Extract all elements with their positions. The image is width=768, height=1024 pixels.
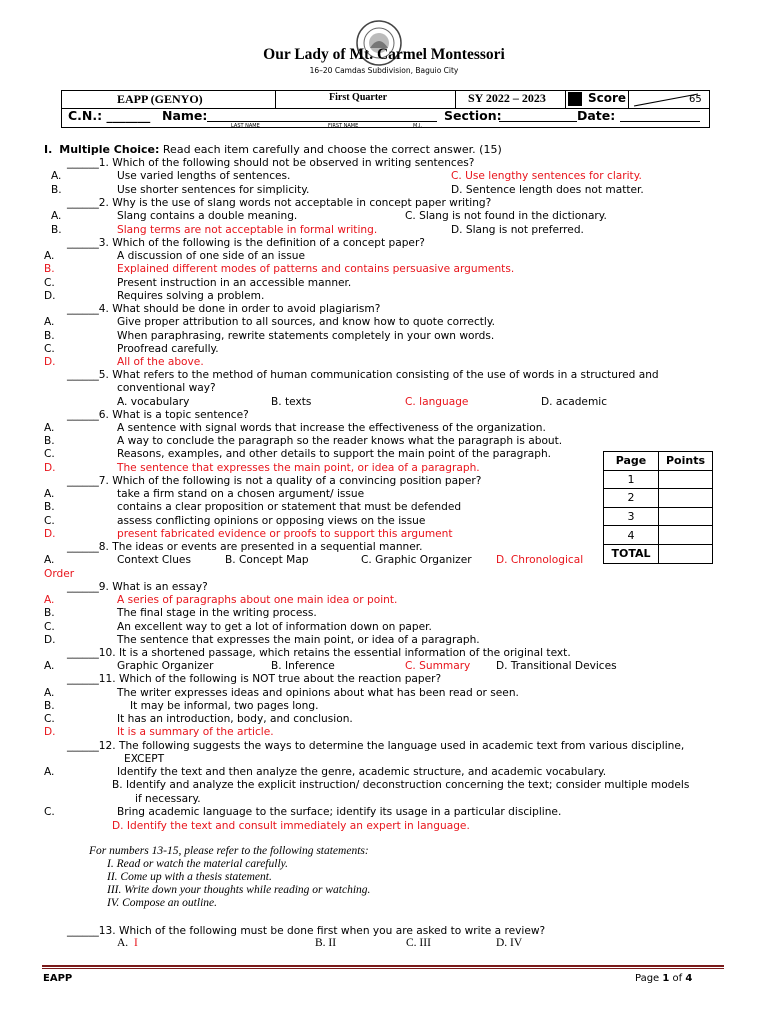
last-name-caption: LAST NAME — [231, 123, 260, 129]
question-line: ______5. What refers to the method of human communication consisting of the use of words in a structured and — [67, 369, 659, 381]
question-line: Context Clues — [117, 554, 191, 566]
question-line: C. — [44, 343, 55, 355]
question-line: ______6. What is a topic sentence? — [67, 409, 249, 421]
question-line: C. — [44, 277, 55, 289]
reference-item-4: IV. Compose an outline. — [107, 897, 217, 909]
question-line: present fabricated evidence or proofs to support this argument — [117, 528, 453, 540]
question-line: When paraphrasing, rewrite statements completely in your own words. — [117, 330, 495, 342]
question-line: D. — [44, 462, 56, 474]
question-line: C. Use lengthy sentences for clarity. — [451, 170, 642, 182]
question-line: Explained different modes of patterns and contains persuasive arguments. — [117, 263, 515, 275]
points-cell[interactable] — [659, 526, 713, 545]
first-name-caption: FIRST NAME — [328, 123, 359, 129]
question-line: B. — [44, 501, 55, 513]
question-line: An excellent way to get a lot of information down on paper. — [117, 621, 432, 633]
question-line: take a firm stand on a chosen argument/ issue — [117, 488, 365, 500]
question-line: B. — [51, 224, 62, 236]
question-line: Bring academic language to the surface; identify its usage in a particular discipline. — [117, 806, 562, 818]
question-line: C. — [44, 806, 55, 818]
question-line: D. — [44, 528, 56, 540]
question-line: The sentence that expresses the main point, or idea of a paragraph. — [117, 462, 480, 474]
reference-intro: For numbers 13-15, please refer to the following statements: — [89, 845, 369, 857]
question-line: A. — [44, 594, 55, 606]
q13-choice-a: A. I — [117, 937, 138, 949]
table-row: 1 — [604, 470, 713, 489]
question-line: Requires solving a problem. — [117, 290, 265, 302]
question-line: assess conflicting opinions or opposing views on the issue — [117, 515, 426, 527]
question-line: The sentence that expresses the main point, or idea of a paragraph. — [117, 634, 480, 646]
question-line: It has an introduction, body, and conclusion. — [117, 713, 353, 725]
question-13-stem: ______13. Which of the following must be done first when you are asked to write a review? — [67, 925, 546, 937]
question-line: ______10. It is a shortened passage, which retains the essential information of the original text. — [67, 647, 571, 659]
question-line: D. Identify the text and consult immediately an expert in language. — [112, 820, 470, 832]
q13-choice-c: C. III — [406, 937, 431, 949]
footer-subject: EAPP — [43, 973, 73, 984]
question-line: A. — [44, 422, 55, 434]
points-cell[interactable] — [659, 489, 713, 508]
question-line: C. — [44, 621, 55, 633]
name-field-label: Name: — [162, 108, 208, 123]
question-line: Slang terms are not acceptable in formal writing. — [117, 224, 378, 236]
question-line: B. Identify and analyze the explicit instruction/ deconstruction concerning the text; consider multiple models — [112, 779, 690, 791]
score-total: 65 — [689, 94, 702, 105]
school-name: Our Lady of Mt. Carmel Montessori — [263, 46, 505, 63]
question-line: ______11. Which of the following is NOT true about the reaction paper? — [67, 673, 442, 685]
points-table — [603, 451, 713, 564]
question-line: D. Transitional Devices — [496, 660, 617, 672]
question-line: The writer expresses ideas and opinions about what has been read or seen. — [117, 687, 519, 699]
question-line: All of the above. — [117, 356, 204, 368]
question-line: C. Graphic Organizer — [361, 554, 472, 566]
question-line: B. — [44, 263, 55, 275]
question-line: C. Summary — [405, 660, 471, 672]
question-line: B. texts — [271, 396, 312, 408]
question-line: if necessary. — [135, 793, 201, 805]
table-row: 4 — [604, 526, 713, 545]
subject-label: EAPP (GENYO) — [117, 92, 203, 106]
question-line: The final stage in the writing process. — [117, 607, 317, 619]
question-line: conventional way? — [117, 382, 216, 394]
table-row: TOTAL — [604, 544, 713, 563]
reference-item-3: III. Write down your thoughts while reading or watching. — [107, 884, 371, 896]
question-line: A. — [44, 766, 55, 778]
question-line: A. — [44, 316, 55, 328]
q13-choice-b: B. II — [315, 937, 337, 949]
question-line: A sentence with signal words that increase the effectiveness of the organization. — [117, 422, 546, 434]
footer-rule-thin — [42, 968, 724, 969]
table-row: 2 — [604, 489, 713, 508]
question-line: C. — [44, 713, 55, 725]
question-line: D. Chronological — [496, 554, 584, 566]
question-line: D. Slang is not preferred. — [451, 224, 584, 236]
question-line: ______7. Which of the following is not a quality of a convincing position paper? — [67, 475, 482, 487]
question-line: C. Slang is not found in the dictionary. — [405, 210, 607, 222]
question-line: ______1. Which of the following should not be observed in writing sentences? — [67, 157, 475, 169]
question-line: ______9. What is an essay? — [67, 581, 208, 593]
points-table-header: Page Points — [604, 452, 713, 471]
question-line: A. — [51, 210, 62, 222]
question-line: Reasons, examples, and other details to support the main point of the paragraph. — [117, 448, 552, 460]
question-line: A way to conclude the paragraph so the reader knows what the paragraph is about. — [117, 435, 563, 447]
section-field-line[interactable] — [499, 121, 577, 122]
cn-field[interactable]: C.N.: _______ — [68, 108, 151, 123]
date-field-line[interactable] — [620, 121, 700, 122]
reference-item-2: II. Come up with a thesis statement. — [107, 871, 272, 883]
question-line: B. — [44, 330, 55, 342]
question-line: Proofread carefully. — [117, 343, 219, 355]
question-line: B. — [44, 607, 55, 619]
question-line: Use shorter sentences for simplicity. — [117, 184, 310, 196]
footer-rule — [42, 965, 724, 967]
question-line: ______3. Which of the following is the definition of a concept paper? — [67, 237, 425, 249]
question-line: EXCEPT — [124, 753, 165, 765]
q13-choice-d: D. IV — [496, 937, 523, 949]
question-line: D. — [44, 634, 56, 646]
question-line: ______4. What should be done in order to avoid plagiarism? — [67, 303, 381, 315]
question-line: B. — [44, 700, 55, 712]
question-line: A. — [44, 554, 55, 566]
question-line: A. — [44, 660, 55, 672]
question-line: ______2. Why is the use of slang words not acceptable in concept paper writing? — [67, 197, 492, 209]
quarter-label: First Quarter — [329, 92, 388, 103]
question-line: B. — [44, 435, 55, 447]
question-line: D. — [44, 356, 56, 368]
question-line: A. — [44, 250, 55, 262]
points-cell[interactable] — [659, 470, 713, 489]
question-line: Slang contains a double meaning. — [117, 210, 298, 222]
question-line: ______8. The ideas or events are presented in a sequential manner. — [67, 541, 423, 553]
question-line: Order — [44, 568, 75, 580]
question-line: It is a summary of the article. — [117, 726, 274, 738]
points-cell[interactable] — [659, 544, 713, 563]
question-line: Use varied lengths of sentences. — [117, 170, 291, 182]
school-address: 16–20 Camdas Subdivision, Baguio City — [309, 66, 459, 75]
question-line: D. — [44, 726, 56, 738]
question-line: A. — [44, 687, 55, 699]
question-line: Present instruction in an accessible manner. — [117, 277, 352, 289]
question-line: B. Inference — [271, 660, 335, 672]
question-line: Give proper attribution to all sources, and know how to quote correctly. — [117, 316, 495, 328]
question-line: Identify the text and then analyze the genre, academic structure, and academic vocabulary. — [117, 766, 607, 778]
score-label: Score — [588, 91, 627, 105]
points-cell[interactable] — [659, 507, 713, 526]
question-line: contains a clear proposition or statement that must be defended — [117, 501, 462, 513]
section-field-label: Section: — [444, 108, 502, 123]
question-line: D. — [44, 290, 56, 302]
mi-caption: M.I. — [413, 123, 422, 129]
question-line: C. — [44, 515, 55, 527]
reference-item-1: I. Read or watch the material carefully. — [107, 858, 288, 870]
score-marker — [568, 92, 582, 106]
exam-header-box — [61, 90, 710, 128]
page-number: Page 1 of 4 — [635, 973, 693, 984]
question-line: It may be informal, two pages long. — [130, 700, 319, 712]
school-year-label: SY 2022 – 2023 — [468, 91, 546, 105]
question-line: B. — [51, 184, 62, 196]
question-line: A. vocabulary — [117, 396, 190, 408]
question-line: D. Sentence length does not matter. — [451, 184, 644, 196]
question-line: A series of paragraphs about one main idea or point. — [117, 594, 398, 606]
question-line: B. Concept Map — [225, 554, 309, 566]
table-row: 3 — [604, 507, 713, 526]
question-line: A. — [51, 170, 62, 182]
question-line: ______12. The following suggests the ways to determine the language used in academic text from various discipline, — [67, 740, 685, 752]
question-line: C. language — [405, 396, 469, 408]
instructions: I. Multiple Choice: Read each item carefully and choose the correct answer. (15) — [44, 143, 502, 156]
question-line: C. — [44, 448, 55, 460]
question-line: A. — [44, 488, 55, 500]
date-field-label: Date: — [577, 108, 616, 123]
question-line: D. academic — [541, 396, 608, 408]
question-line: Graphic Organizer — [117, 660, 214, 672]
name-field-line[interactable] — [207, 121, 437, 122]
question-line: A discussion of one side of an issue — [117, 250, 305, 262]
